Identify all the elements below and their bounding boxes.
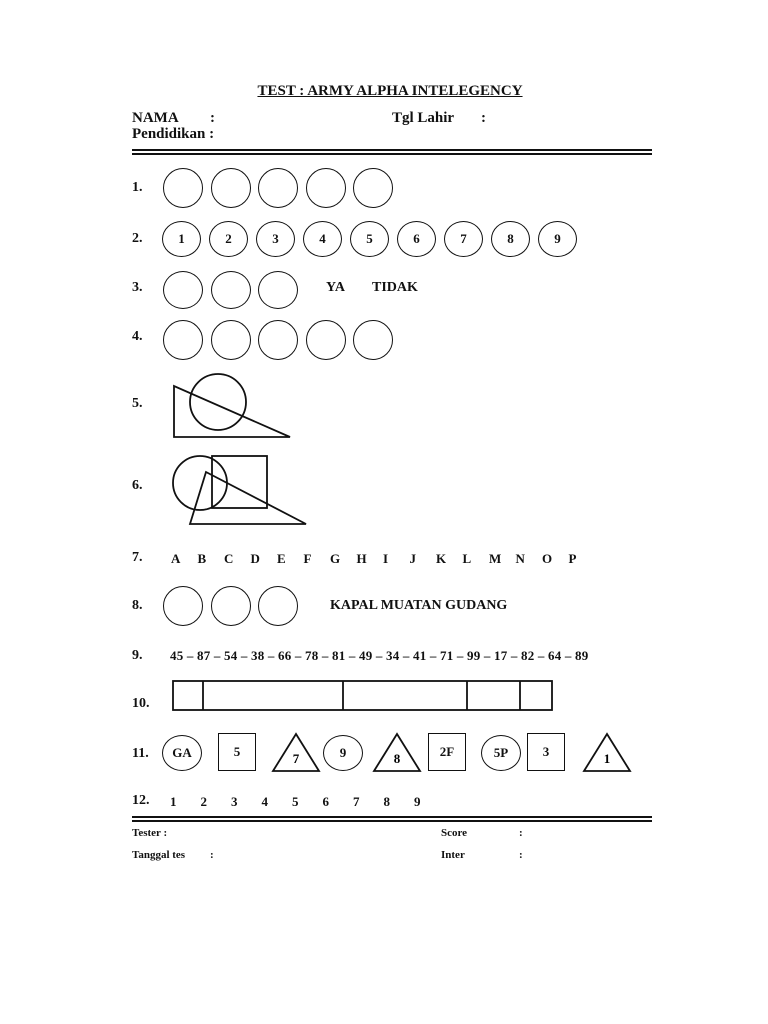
number-option[interactable]: 1 bbox=[170, 794, 177, 809]
letter-option[interactable]: O bbox=[542, 551, 553, 566]
answer-circle[interactable] bbox=[163, 168, 203, 208]
question-3-number: 3. bbox=[132, 280, 143, 295]
question-9-number: 9. bbox=[132, 648, 143, 663]
shape-triangle-label: 7 bbox=[292, 751, 300, 766]
score-label: Score bbox=[441, 827, 468, 839]
page-title: TEST : ARMY ALPHA INTELEGENCY bbox=[257, 83, 523, 99]
footer-divider-top bbox=[132, 816, 652, 818]
numbered-circle[interactable]: 5 bbox=[350, 221, 389, 257]
footer-divider-bottom bbox=[132, 820, 652, 822]
numbered-circle[interactable]: 3 bbox=[256, 221, 295, 257]
numbered-circle[interactable]: 4 bbox=[303, 221, 342, 257]
number-option[interactable]: 7 bbox=[353, 794, 360, 809]
letter-option[interactable]: B bbox=[197, 551, 207, 566]
tanggal-tes-label: Tanggal tes bbox=[132, 849, 186, 861]
question-5-number: 5. bbox=[132, 396, 143, 411]
letter-option[interactable]: J bbox=[409, 551, 416, 566]
question-6-circle bbox=[173, 456, 227, 510]
question-7-letters bbox=[171, 550, 595, 568]
question-6-figure bbox=[170, 454, 310, 528]
answer-circle[interactable] bbox=[211, 168, 251, 208]
numbered-circle[interactable]: 9 bbox=[538, 221, 577, 257]
numbered-circle[interactable]: 1 bbox=[162, 221, 201, 257]
shape-triangle-label: 8 bbox=[393, 751, 401, 766]
shape-circle[interactable]: 5P bbox=[481, 735, 521, 771]
answer-circle[interactable] bbox=[258, 586, 298, 626]
numbered-circle[interactable]: 2 bbox=[209, 221, 248, 257]
numbered-circle[interactable]: 7 bbox=[444, 221, 483, 257]
answer-circle[interactable] bbox=[258, 168, 298, 208]
shape-circle[interactable]: 9 bbox=[323, 735, 363, 771]
question-6-triangle bbox=[190, 472, 306, 524]
answer-circle[interactable] bbox=[211, 586, 251, 626]
question-12-number: 12. bbox=[132, 793, 150, 808]
answer-circle[interactable] bbox=[258, 320, 298, 360]
answer-circle[interactable] bbox=[163, 271, 203, 309]
answer-circle[interactable] bbox=[211, 320, 251, 360]
question-5-circle bbox=[190, 374, 246, 430]
number-option[interactable]: 5 bbox=[292, 794, 299, 809]
number-option[interactable]: 2 bbox=[200, 794, 207, 809]
answer-circle[interactable] bbox=[306, 168, 346, 208]
numbered-circle[interactable]: 8 bbox=[491, 221, 530, 257]
letter-option[interactable]: P bbox=[568, 551, 577, 566]
question-6-number: 6. bbox=[132, 478, 143, 493]
score-colon: : bbox=[519, 827, 523, 839]
number-option[interactable]: 4 bbox=[261, 794, 268, 809]
question-12-numbers bbox=[170, 793, 445, 811]
answer-circle[interactable] bbox=[163, 320, 203, 360]
letter-option[interactable]: E bbox=[277, 551, 286, 566]
letter-option[interactable]: M bbox=[489, 551, 502, 566]
letter-option[interactable]: I bbox=[383, 551, 389, 566]
question-3-tidak: TIDAK bbox=[372, 280, 418, 295]
answer-circle[interactable] bbox=[258, 271, 298, 309]
question-2-number: 2. bbox=[132, 231, 143, 246]
letter-option[interactable]: D bbox=[250, 551, 260, 566]
shape-triangle[interactable] bbox=[373, 733, 421, 773]
question-10-boxes bbox=[172, 680, 554, 712]
inter-label: Inter bbox=[441, 849, 465, 861]
letter-option[interactable]: A bbox=[171, 551, 181, 566]
question-4-number: 4. bbox=[132, 329, 143, 344]
shape-triangle[interactable] bbox=[272, 733, 320, 773]
answer-circle[interactable] bbox=[353, 168, 393, 208]
letter-option[interactable]: H bbox=[356, 551, 367, 566]
question-1-number: 1. bbox=[132, 180, 143, 195]
letter-option[interactable]: K bbox=[436, 551, 447, 566]
shape-square[interactable]: 5 bbox=[218, 733, 256, 771]
shape-square[interactable]: 2F bbox=[428, 733, 466, 771]
question-3-ya: YA bbox=[326, 280, 345, 295]
answer-circle[interactable] bbox=[353, 320, 393, 360]
shape-square[interactable]: 3 bbox=[527, 733, 565, 771]
numbered-circle[interactable]: 6 bbox=[397, 221, 436, 257]
question-11-number: 11. bbox=[132, 746, 149, 761]
letter-option[interactable]: G bbox=[330, 551, 341, 566]
question-5-figure bbox=[170, 372, 295, 442]
answer-circle[interactable] bbox=[163, 586, 203, 626]
number-option[interactable]: 9 bbox=[414, 794, 421, 809]
letter-option[interactable]: F bbox=[303, 551, 312, 566]
nama-label: NAMA bbox=[132, 110, 179, 126]
answer-circle[interactable] bbox=[211, 271, 251, 309]
header-divider-bottom bbox=[132, 153, 652, 155]
letter-option[interactable]: C bbox=[224, 551, 234, 566]
question-8-number: 8. bbox=[132, 598, 143, 613]
header-divider-top bbox=[132, 149, 652, 151]
question-8-text: KAPAL MUATAN GUDANG bbox=[330, 598, 508, 613]
letter-option[interactable]: L bbox=[462, 551, 472, 566]
tanggal-tes-colon: : bbox=[210, 849, 214, 861]
tgl-lahir-colon: : bbox=[481, 110, 486, 126]
question-9-sequence: 45 – 87 – 54 – 38 – 66 – 78 – 81 – 49 – 34 – 41 – 71 – 99 – 17 – 82 – 64 – 89 bbox=[170, 648, 589, 663]
tgl-lahir-label: Tgl Lahir bbox=[392, 110, 455, 126]
inter-colon: : bbox=[519, 849, 523, 861]
number-option[interactable]: 8 bbox=[383, 794, 390, 809]
number-option[interactable]: 6 bbox=[322, 794, 329, 809]
pendidikan-label: Pendidikan : bbox=[132, 126, 215, 142]
letter-option[interactable]: N bbox=[515, 551, 525, 566]
nama-colon: : bbox=[210, 110, 215, 126]
question-7-number: 7. bbox=[132, 550, 143, 565]
shape-triangle-label: 1 bbox=[603, 751, 611, 766]
number-option[interactable]: 3 bbox=[231, 794, 238, 809]
shape-circle[interactable]: GA bbox=[162, 735, 202, 771]
question-10-outer-box bbox=[173, 681, 552, 710]
tester-label: Tester : bbox=[132, 827, 168, 839]
answer-circle[interactable] bbox=[306, 320, 346, 360]
shape-triangle[interactable] bbox=[583, 733, 631, 773]
question-10-number: 10. bbox=[132, 696, 150, 711]
